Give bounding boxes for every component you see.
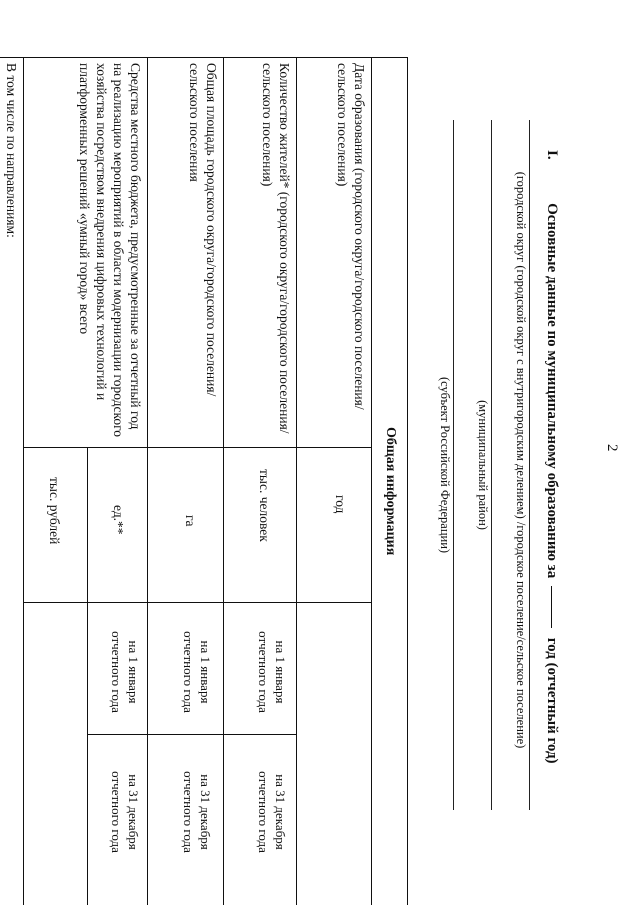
row-separator <box>23 57 24 905</box>
row-separator <box>223 57 224 905</box>
row-separator <box>371 57 372 905</box>
caption-rule-1 <box>529 120 530 810</box>
table-left-border <box>0 57 408 58</box>
row-label-total-area: Общая площадь городского округа/городского поселения/сельского поселения <box>187 63 219 397</box>
row-separator <box>296 57 297 905</box>
col-separator-unit <box>24 602 297 603</box>
row-unit-count: ед.** <box>111 505 126 535</box>
year-blank <box>551 586 552 628</box>
row-label-founding-date: Дата образования (городского округа/городского поселения/сельского поселения) <box>335 63 367 410</box>
row-label-population: Количество жителей* (городского округа/городского поселения/сельского поселения) <box>260 63 292 434</box>
area-start-date: на 1 января отчетного года <box>181 631 213 713</box>
col-separator-label <box>24 447 372 448</box>
section-numeral: I. <box>544 150 560 160</box>
col-separator-start <box>88 734 297 735</box>
row-separator <box>147 57 148 905</box>
budget-start-date: на 1 января отчетного года <box>109 631 141 713</box>
row-label-by-directions: В том числе по направлениям: <box>4 63 19 238</box>
caption-municipal-district: (муниципальный район) <box>476 400 490 530</box>
row-unit-year: год <box>333 495 348 514</box>
caption-rule-2 <box>491 120 492 810</box>
budget-row-split <box>87 447 88 905</box>
table-top-border <box>407 57 408 905</box>
area-end-date: на 31 декабря отчетного года <box>181 771 213 853</box>
heading-title-right: год (отчетный год) <box>544 637 560 764</box>
row-unit-thousand-people: тыс. человек <box>257 469 272 542</box>
heading-title-left: Основные данные по муниципальному образованию за <box>544 203 560 579</box>
table-title: Общая информация <box>383 427 398 556</box>
row-unit-thousand-rubles: тыс. рублей <box>47 477 62 545</box>
page-number: 2 <box>604 444 620 452</box>
population-end-date: на 31 декабря отчетного года <box>256 771 288 853</box>
row-label-local-budget: Средства местного бюджета, предусмотренные за отчетный год на реализацию мероприятий в области модернизации городского хозяйства посредством внедрения цифровых технологий и платформенных решений «умный город» всего <box>77 63 143 438</box>
row-unit-hectares: га <box>183 515 198 527</box>
col-separator-unit <box>288 602 372 603</box>
caption-municipality-types: (городской округ (городской округ с внутригородским делением) /городское поселение/сельское поселение) <box>514 171 528 749</box>
budget-end-date: на 31 декабря отчетного года <box>109 771 141 853</box>
general-info-table <box>0 57 408 905</box>
caption-federal-subject: (субъект Российской Федерации) <box>438 376 452 554</box>
section-heading <box>543 150 560 764</box>
caption-rule-3 <box>453 120 454 810</box>
population-start-date: на 1 января отчетного года <box>256 631 288 713</box>
